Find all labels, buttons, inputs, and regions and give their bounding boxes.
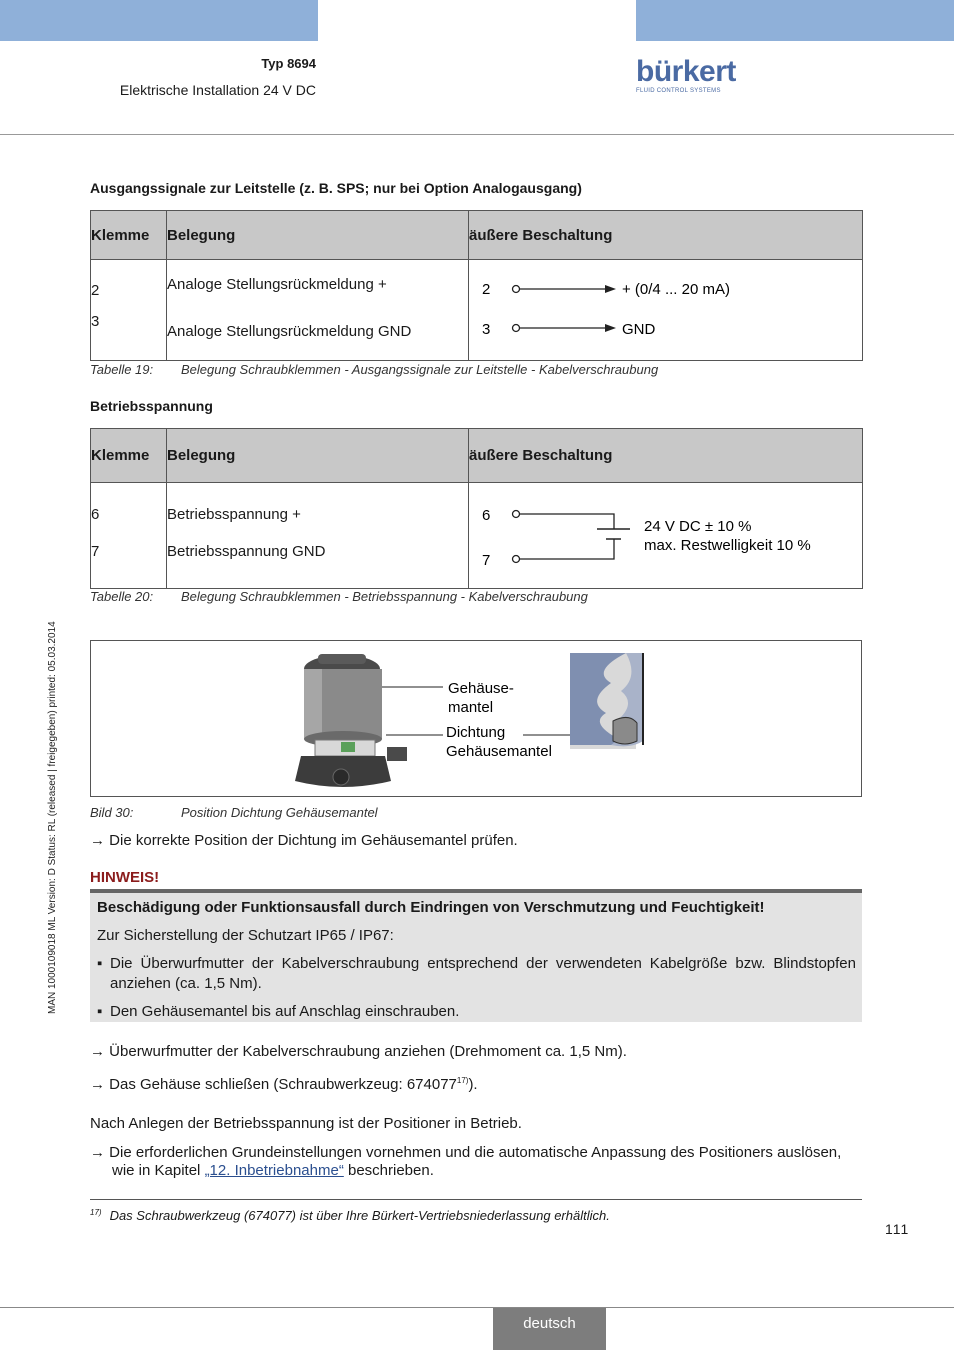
footnote <box>90 1208 610 1223</box>
circuit-node-6: 6 <box>482 507 491 524</box>
terminal-circle <box>513 286 520 293</box>
label-dichtung-2: Gehäusemantel <box>446 743 552 760</box>
klemme-value: 7 <box>91 543 100 560</box>
supply-line-plus <box>520 514 614 529</box>
table-supply <box>90 428 863 589</box>
belegung-value: Analoge Stellungsrückmeldung GND <box>167 323 412 340</box>
caption-label: Tabelle 19: <box>90 362 154 377</box>
cable-gland <box>387 747 407 761</box>
positioner-illustration <box>91 641 861 796</box>
table-caption-20 <box>90 589 588 604</box>
klemme-value: 3 <box>91 313 100 330</box>
step-text: Das Gehäuse schließen (Schraubwerkzeug: 674077 <box>109 1076 457 1093</box>
page-number: 111 <box>885 1221 910 1237</box>
cell-belegung <box>167 483 469 589</box>
cell-circuit <box>469 260 863 361</box>
label-gehaeusemantel-1: Gehäuse- <box>448 680 514 697</box>
label-dichtung-1: Dichtung <box>446 724 506 741</box>
supply-line-gnd <box>520 539 614 559</box>
caption-text: Position Dichtung Gehäusemantel <box>181 805 378 820</box>
figure-caption-30 <box>90 805 378 820</box>
step-text: Die korrekte Position der Dichtung im Gehäusemantel prüfen. <box>109 832 518 849</box>
step-check-seal <box>90 832 518 849</box>
klemme-value: 6 <box>91 506 100 523</box>
col-header-beschaltung: äußere Beschaltung <box>469 211 863 260</box>
cell-circuit <box>469 483 863 589</box>
cell-klemme <box>91 260 167 361</box>
supply-voltage-label: 24 V DC ± 10 % <box>644 518 752 535</box>
arrow-icon: → <box>90 1076 105 1093</box>
footnote-divider <box>90 1199 862 1200</box>
detail-seal <box>613 717 637 744</box>
output-circuit-diagram <box>469 260 855 356</box>
ripple-label: max. Restwelligkeit 10 % <box>644 537 811 554</box>
footer-divider <box>0 1307 954 1308</box>
circuit-node-7: 7 <box>482 552 491 569</box>
arrow-icon: → <box>90 1043 105 1060</box>
terminal-circle <box>513 325 520 332</box>
header-divider <box>0 134 954 135</box>
language-tab: deutsch <box>493 1308 606 1350</box>
circuit-label-signal: + (0/4 ... 20 mA) <box>622 281 730 298</box>
doc-chapter: Elektrische Installation 24 V DC <box>119 82 316 98</box>
chapter-link[interactable]: „12. Inbetriebnahme“ <box>204 1162 344 1179</box>
caption-label: Tabelle 20: <box>90 589 154 604</box>
step-basic-settings <box>90 1144 862 1179</box>
col-header-belegung: Belegung <box>167 211 469 260</box>
step-text: Die erforderlichen Grundeinstellungen vornehmen und die automatische Anpassung des Positioners auslösen, <box>109 1144 842 1161</box>
brand-logo: bürkert <box>636 55 736 88</box>
belegung-value: Betriebsspannung GND <box>167 543 326 560</box>
step-line <box>90 1144 862 1161</box>
cell-belegung <box>167 260 469 361</box>
circuit-label-gnd: GND <box>622 321 656 338</box>
notice-bullet-1: Die Überwurfmutter der Kabelverschraubung entsprechend der verwendeten Kabelgröße bzw. Blindstopfen <box>110 955 856 972</box>
arrow-head <box>605 324 616 332</box>
device-port <box>333 769 349 785</box>
arrow-head <box>605 285 616 293</box>
bullet-icon: ▪ <box>97 1003 103 1020</box>
step-close-housing <box>90 1076 478 1093</box>
klemme-value: 2 <box>91 282 100 299</box>
cell-klemme <box>91 483 167 589</box>
belegung-value: Analoge Stellungsrückmeldung + <box>167 276 387 293</box>
step-text: Überwurfmutter der Kabelverschraubung anziehen (Drehmoment ca. 1,5 Nm). <box>109 1043 627 1060</box>
arrow-icon: → <box>90 832 105 849</box>
notice-title: HINWEIS! <box>90 869 160 886</box>
arrow-icon: → <box>90 1144 105 1161</box>
document-id-vertical: MAN 1000109018 ML Version: D Status: RL (released | freigegeben) printed: 05.03.2014 <box>47 621 58 1014</box>
supply-circuit-diagram <box>469 483 855 584</box>
table-output-signals <box>90 210 863 361</box>
caption-text: Belegung Schraubklemmen - Betriebsspannung - Kabelverschraubung <box>181 589 588 604</box>
caption-text: Belegung Schraubklemmen - Ausgangssignale zur Leitstelle - Kabelverschraubung <box>181 362 659 377</box>
device-terminal-block <box>341 742 355 752</box>
col-header-klemme: Klemme <box>91 429 167 483</box>
terminal-circle <box>513 511 520 518</box>
footnote-number: 17) <box>90 1208 102 1217</box>
col-header-belegung: Belegung <box>167 429 469 483</box>
circuit-node-3: 3 <box>482 321 491 338</box>
device-housing-highlight <box>304 669 322 739</box>
paragraph-in-operation: Nach Anlegen der Betriebsspannung ist der Positioner in Betrieb. <box>90 1115 522 1132</box>
circuit-node-2: 2 <box>482 281 491 298</box>
notice-headline: Beschädigung oder Funktionsausfall durch Eindringen von Verschmutzung und Feuchtigkeit! <box>97 899 765 916</box>
label-gehaeusemantel-2: mantel <box>448 699 494 716</box>
step-text-end: ). <box>468 1076 478 1093</box>
header-bar-right <box>636 0 954 41</box>
step-text-end: beschrieben. <box>343 1162 434 1179</box>
terminal-circle <box>513 556 520 563</box>
table-caption-19 <box>90 362 658 377</box>
notice-intro: Zur Sicherstellung der Schutzart IP65 / IP67: <box>97 927 394 944</box>
belegung-value: Betriebsspannung + <box>167 506 301 523</box>
section-title-supply: Betriebsspannung <box>90 398 213 414</box>
step-line <box>90 1162 862 1179</box>
device-cap-knob <box>318 654 366 664</box>
bullet-icon: ▪ <box>97 955 103 972</box>
notice-box <box>90 889 862 1022</box>
doc-type: Typ 8694 <box>261 56 316 71</box>
section-title-output-signals: Ausgangssignale zur Leitstelle (z. B. SPS; nur bei Option Analogausgang) <box>90 180 582 196</box>
footnote-ref[interactable]: 17) <box>456 1076 469 1085</box>
footnote-text: Das Schraubwerkzeug (674077) ist über Ihre Bürkert-Vertriebsniederlassung erhältlich. <box>109 1208 610 1223</box>
header-bar-left <box>0 0 318 41</box>
caption-label: Bild 30: <box>90 805 134 820</box>
step-text: wie in Kapitel <box>112 1162 205 1179</box>
notice-bullet-1-cont: anziehen (ca. 1,5 Nm). <box>110 975 262 992</box>
brand-tagline: FLUID CONTROL SYSTEMS <box>636 88 721 94</box>
col-header-beschaltung: äußere Beschaltung <box>469 429 863 483</box>
notice-bullet-2: Den Gehäusemantel bis auf Anschlag einschrauben. <box>110 1003 460 1020</box>
col-header-klemme: Klemme <box>91 211 167 260</box>
figure-box <box>90 640 862 797</box>
step-tighten-nut <box>90 1043 627 1060</box>
